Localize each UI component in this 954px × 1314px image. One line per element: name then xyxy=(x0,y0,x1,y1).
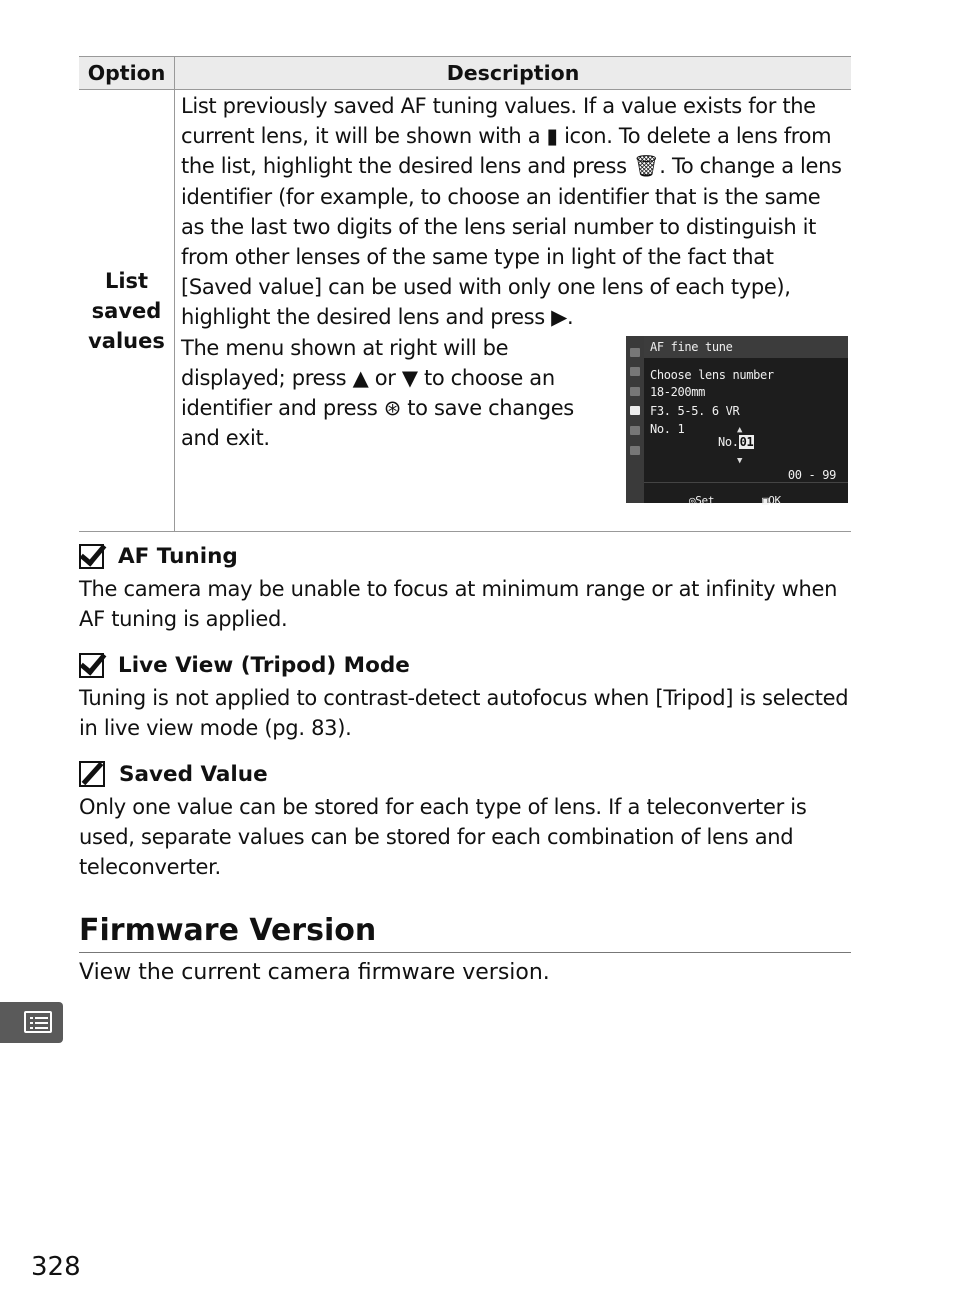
lcd-ok-hint xyxy=(762,486,781,516)
lcd-lens-no: No. 1 xyxy=(650,421,685,436)
note-body: Tuning is not applied to contrast-detect autofocus when [Tripod] is selected in live view mode (pg. 83). xyxy=(79,686,849,740)
custom-settings-tab-icon xyxy=(630,387,640,396)
multi-selector-icon: ◎ xyxy=(689,493,696,507)
check-icon xyxy=(79,544,104,569)
lcd-subtitle: Choose lens number xyxy=(650,367,774,382)
header-option: Option xyxy=(79,57,175,90)
page-number: 328 xyxy=(31,1252,81,1282)
my-menu-tab-icon xyxy=(630,446,640,455)
menu-list-icon xyxy=(24,1011,52,1033)
note-title: Live View (Tripod) Mode xyxy=(118,652,410,678)
note-live-view xyxy=(79,651,851,743)
pencil-icon xyxy=(79,761,105,787)
note-saved-value xyxy=(79,760,851,882)
lcd-range: 00 - 99 xyxy=(787,467,836,482)
lcd-bottom-bar xyxy=(644,482,848,507)
shooting-tab-icon xyxy=(630,367,640,376)
retouch-tab-icon xyxy=(630,426,640,435)
table-row xyxy=(79,90,851,532)
note-body: The camera may be unable to focus at minimum range or at infinity when AF tuning is applied. xyxy=(79,577,838,631)
option-description xyxy=(175,90,852,532)
setup-menu-tab xyxy=(0,1002,63,1043)
up-arrow-icon: ▲ xyxy=(737,424,743,435)
check-icon xyxy=(79,653,104,678)
lcd-ok-label: OK xyxy=(768,493,781,507)
lcd-no-value: 01 xyxy=(739,434,754,449)
camera-menu-screenshot xyxy=(626,336,848,507)
playback-tab-icon xyxy=(630,348,640,357)
section-title: Firmware Version xyxy=(79,913,851,953)
description-menu: The menu shown at right will be displayed; press ▲ or ▼ to choose an identifier and press ⊛ to save changes and exit. xyxy=(181,335,574,451)
ok-button-icon: ▣ xyxy=(762,493,769,507)
menu-tabs xyxy=(626,336,644,503)
note-title: AF Tuning xyxy=(118,543,238,569)
lcd-title: AF fine tune xyxy=(644,336,848,358)
lcd-set-label: Set xyxy=(695,493,715,507)
section-body: View the current camera firmware version. xyxy=(79,960,550,985)
option-label xyxy=(79,90,175,532)
lcd-lens-focal: 18-200mm xyxy=(650,384,705,399)
lcd-lens-aperture: F3. 5-5. 6 VR xyxy=(650,403,740,418)
options-table xyxy=(79,56,851,532)
lcd-set-hint xyxy=(689,486,714,516)
note-title: Saved Value xyxy=(119,761,268,787)
description-main: List previously saved AF tuning values. If a value exists for the current lens, it will be shown with a ▮ icon. To delete a lens from the list, highlight the desired lens and press 🗑. To change a lens identifier (for example, to choose an identifier that is the same as the last two digits of the lens serial number to distinguish it from other lenses of the same type in light of the fact that [Saved value] can be used with only one lens of each type), highlight the desired lens and press ▶. xyxy=(181,94,842,330)
note-af-tuning xyxy=(79,542,851,634)
option-label-text: List saved values xyxy=(88,268,165,353)
header-description: Description xyxy=(175,57,852,90)
note-body: Only one value can be stored for each type of lens. If a teleconverter is used, separate values can be stored for each combination of lens and teleconverter. xyxy=(79,795,807,879)
setup-tab-icon xyxy=(630,406,640,415)
lcd-no-label: No. xyxy=(718,434,739,449)
down-arrow-icon: ▼ xyxy=(737,455,743,466)
